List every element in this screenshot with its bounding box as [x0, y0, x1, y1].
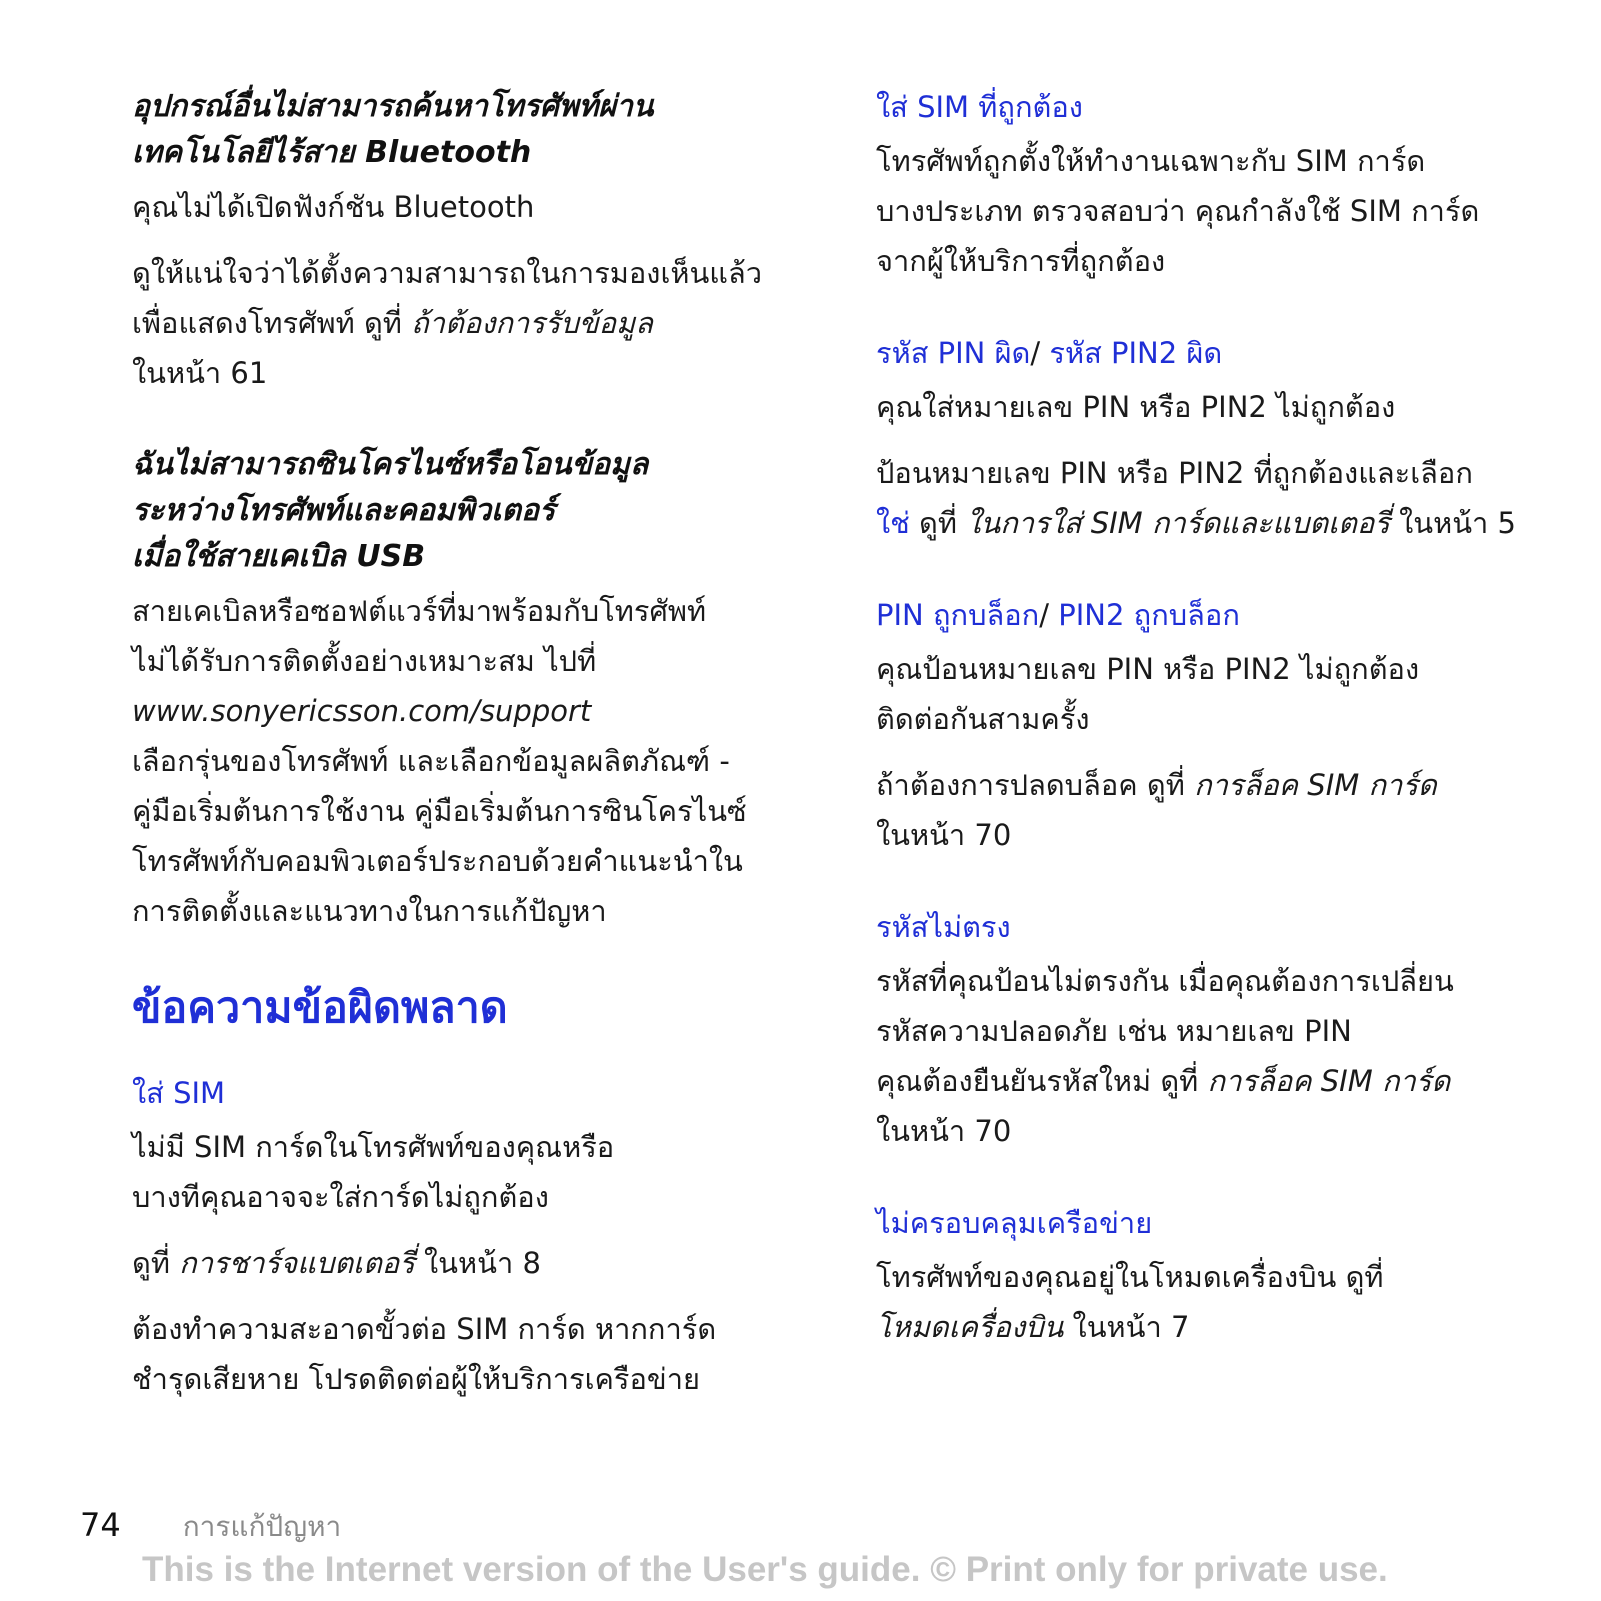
wrong-pin-heading: รหัส PIN ผิด/ รหัส PIN2 ผิด — [876, 336, 1223, 370]
insert-correct-sim-paragraph: โทรศัพท์ถูกตั้งให้ทำงานเฉพาะกับ SIM การ์ด บางประเภท ตรวจสอบว่า คุณกำลังใช้ SIM การ์ด จากผู้ให้บริการที่ถูกต้อง — [876, 144, 1480, 278]
page-number: 74 — [80, 1506, 121, 1544]
code-mismatch-heading: รหัสไม่ตรง — [876, 910, 1011, 944]
left-column — [132, 84, 772, 1420]
section-title-error-messages: ข้อความข้อผิดพลาด — [132, 983, 508, 1033]
cross-reference: ถ้าต้องการรับข้อมูล — [411, 306, 653, 340]
insert-sim-paragraph-1: ไม่มี SIM การ์ดในโทรศัพท์ของคุณหรือ บางทีคุณอาจจะใส่การ์ดไม่ถูกต้อง — [132, 1130, 615, 1214]
no-network-heading: ไม่ครอบคลุมเครือข่าย — [876, 1206, 1153, 1240]
bluetooth-paragraph-1: คุณไม่ได้เปิดฟังก์ชัน Bluetooth — [132, 190, 535, 224]
insert-sim-heading: ใส่ SIM — [132, 1076, 226, 1110]
page-footer — [80, 1505, 341, 1549]
wrong-pin-paragraph-1: คุณใส่หมายเลข PIN หรือ PIN2 ไม่ถูกต้อง — [876, 390, 1396, 424]
question-bluetooth-title: อุปกรณ์อื่นไม่สามารถค้นหาโทรศัพท์ผ่าน เทคโนโลยีไร้สาย Bluetooth — [132, 89, 654, 170]
pin-blocked-paragraph-2: ถ้าต้องการปลดบล็อค ดูที่ การล็อค SIM การ์ด ในหน้า 70 — [876, 768, 1437, 852]
footer-section-name: การแก้ปัญหา — [182, 1510, 342, 1543]
no-network-paragraph: โทรศัพท์ของคุณอยู่ในโหมดเครื่องบิน ดูที่ โหมดเครื่องบิน ในหน้า 7 — [876, 1260, 1384, 1344]
cross-reference: การล็อค SIM การ์ด — [1194, 768, 1437, 802]
wrong-pin-paragraph-2: ป้อนหมายเลข PIN หรือ PIN2 ที่ถูกต้องและเลือก ใช่ ดูที่ ในการใส่ SIM การ์ดและแบตเตอรี่ ในหน้า 5 — [876, 456, 1516, 540]
usb-sync-paragraph: สายเคเบิลหรือซอฟต์แวร์ที่มาพร้อมกับโทรศัพท์ ไม่ได้รับการติดตั้งอย่างเหมาะสม ไปที่ www.sonyericsson.com/support เลือกรุ่นของโทรศัพท์ และเลือกข้อมูลผลิตภัณฑ์ - คู่มือเริ่มต้นการใช้งาน คู่มือเริ่มต้นการซินโครไนซ์ โทรศัพท์กับคอมพิวเตอร์ประกอบด้วยคำแนะนำใน การติดตั้งและแนวทางในการแก้ปัญหา — [132, 586, 772, 936]
insert-sim-paragraph-2: ดูที่ การชาร์จแบตเตอรี่ ในหน้า 8 — [132, 1246, 541, 1280]
yes-softkey-label: ใช่ — [876, 506, 910, 540]
cross-reference: ในการใส่ SIM การ์ดและแบตเตอรี่ — [966, 506, 1390, 540]
code-mismatch-paragraph: รหัสที่คุณป้อนไม่ตรงกัน เมื่อคุณต้องการเปลี่ยน รหัสความปลอดภัย เช่น หมายเลข PIN คุณต้องยืนยันรหัสใหม่ ดูที่ การล็อค SIM การ์ด ในหน้า 70 — [876, 964, 1454, 1148]
pin-blocked-heading: PIN ถูกบล็อก/ PIN2 ถูกบล็อก — [876, 598, 1240, 632]
cross-reference: การชาร์จแบตเตอรี่ — [179, 1246, 415, 1280]
right-column — [876, 84, 1566, 1368]
pin-blocked-paragraph-1: คุณป้อนหมายเลข PIN หรือ PIN2 ไม่ถูกต้อง ติดต่อกันสามครั้ง — [876, 652, 1420, 736]
cross-reference: โหมดเครื่องบิน — [876, 1310, 1064, 1344]
insert-sim-paragraph-3: ต้องทำความสะอาดขั้วต่อ SIM การ์ด หากการ์ด ชำรุดเสียหาย โปรดติดต่อผู้ให้บริการเครือข่าย — [132, 1312, 717, 1396]
watermark-notice: This is the Internet version of the User's guide. © Print only for private use. — [142, 1550, 1388, 1589]
cross-reference: การล็อค SIM การ์ด — [1207, 1064, 1451, 1098]
question-usb-sync-title: ฉันไม่สามารถซินโครไนซ์หรือโอนข้อมูล ระหว่างโทรศัพท์และคอมพิวเตอร์ เมื่อใช้สายเคเบิล USB — [132, 447, 649, 574]
insert-correct-sim-heading: ใส่ SIM ที่ถูกต้อง — [876, 90, 1083, 124]
support-url: www.sonyericsson.com/support — [132, 694, 592, 728]
bluetooth-paragraph-2: ดูให้แน่ใจว่าได้ตั้งความสามารถในการมองเห็นแล้ว เพื่อแสดงโทรศัพท์ ดูที่ ถ้าต้องการรับข้อมูล ในหน้า 61 — [132, 256, 763, 390]
